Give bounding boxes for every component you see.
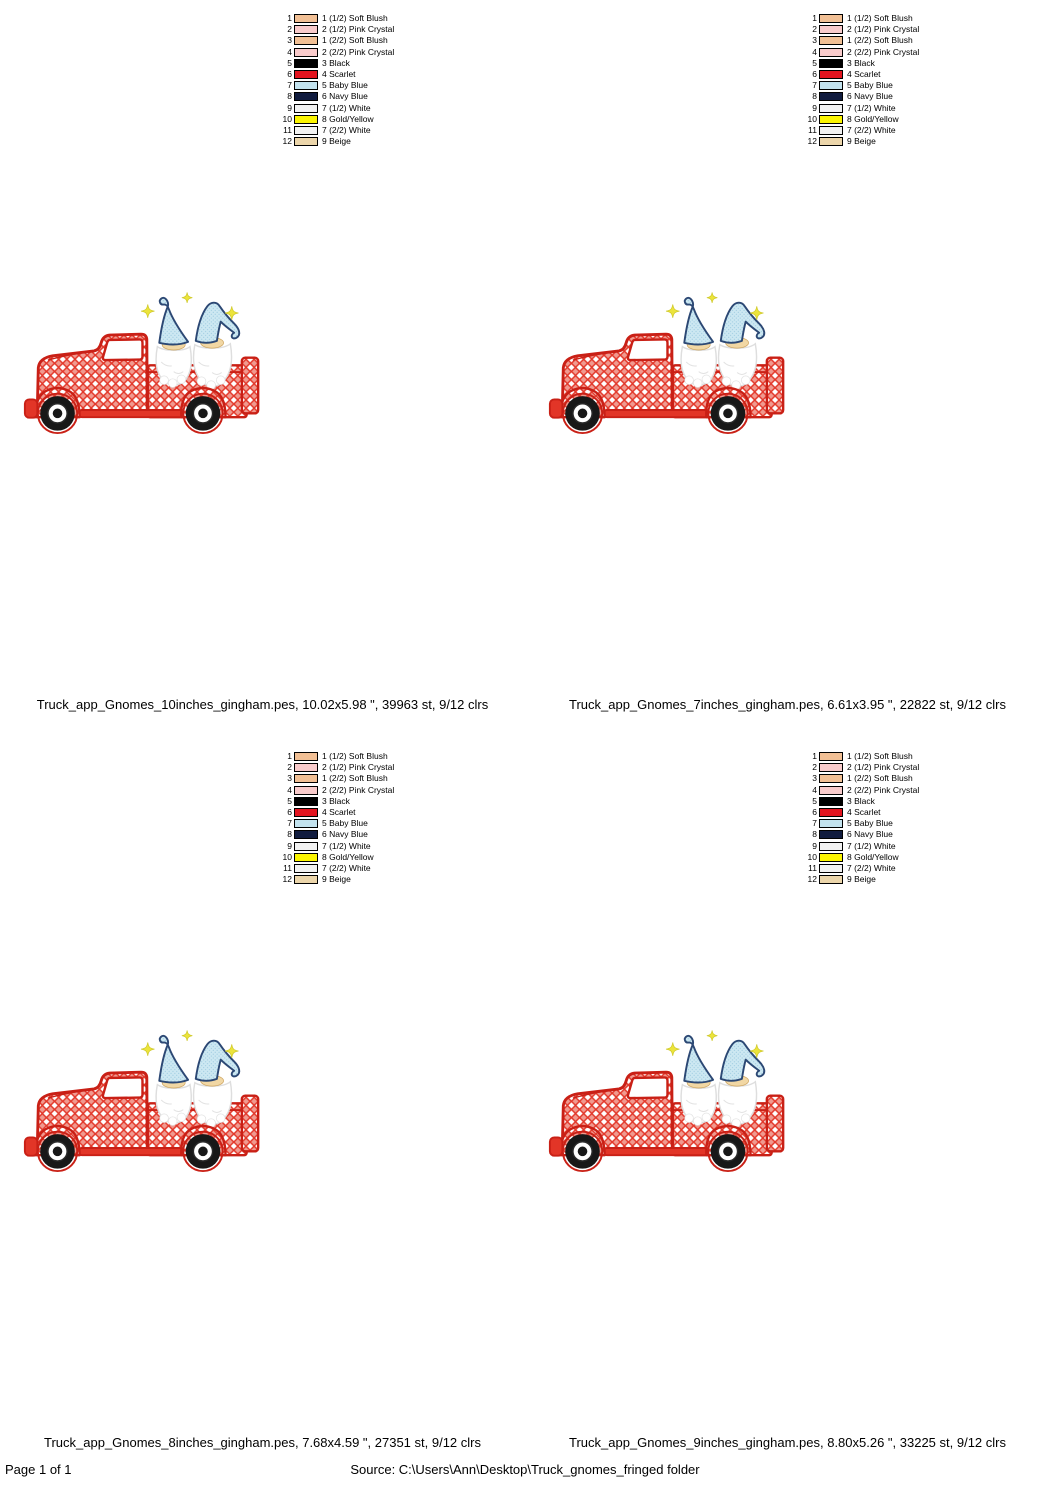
legend-stop-number: 3: [287, 35, 292, 46]
thread-color-label: 1 (1/2) Soft Blush: [322, 751, 388, 762]
thread-color-swatch: [819, 853, 843, 862]
thread-color-label: 2 (1/2) Pink Crystal: [322, 24, 395, 35]
front-wheel: [563, 394, 602, 433]
thread-color-swatch: [294, 763, 318, 772]
legend-stop-number: 10: [807, 113, 817, 124]
thread-color-swatch: [819, 864, 843, 873]
thread-color-label: 8 Gold/Yellow: [847, 851, 899, 862]
front-bumper: [550, 1137, 562, 1155]
thread-color-swatch: [819, 81, 843, 90]
thread-color-label: 2 (1/2) Pink Crystal: [847, 762, 920, 773]
legend-stop-number: 6: [287, 807, 292, 818]
legend-row: [278, 785, 394, 796]
thread-color-label: 8 Gold/Yellow: [322, 113, 374, 124]
running-board: [79, 1148, 184, 1155]
thread-color-label: 7 (2/2) White: [847, 862, 896, 873]
thread-color-swatch: [294, 48, 318, 57]
thread-color-label: 9 Beige: [847, 874, 876, 885]
legend-row: [278, 35, 394, 46]
thread-color-label: 1 (2/2) Soft Blush: [847, 35, 913, 46]
legend-stop-number: 11: [283, 862, 292, 873]
gnome-right-hat: [196, 303, 240, 343]
legend-row: [278, 818, 394, 829]
rear-wheel: [183, 1132, 222, 1171]
legend-row: [803, 841, 919, 852]
thread-color-label: 7 (1/2) White: [847, 840, 896, 851]
thread-color-label: 5 Baby Blue: [847, 818, 893, 829]
thread-color-swatch: [294, 797, 318, 806]
gnome-left-hat: [159, 1036, 188, 1083]
thread-color-label: 4 Scarlet: [847, 69, 881, 80]
legend-stop-number: 1: [812, 751, 817, 762]
legend-stop-number: 2: [287, 24, 292, 35]
thread-color-swatch: [294, 842, 318, 851]
thread-color-legend: [278, 13, 394, 147]
thread-color-label: 2 (2/2) Pink Crystal: [322, 46, 395, 57]
legend-stop-number: 11: [808, 862, 817, 873]
legend-row: [278, 773, 394, 784]
legend-stop-number: 11: [283, 124, 292, 135]
legend-stop-number: 8: [287, 829, 292, 840]
legend-stop-number: 9: [812, 840, 817, 851]
design-caption: Truck_app_Gnomes_10inches_gingham.pes, 10.02x5.98 ", 39963 st, 9/12 clrs: [36, 697, 489, 712]
legend-row: [278, 80, 394, 91]
legend-row: [803, 24, 919, 35]
legend-stop-number: 12: [807, 874, 817, 885]
thread-color-swatch: [819, 48, 843, 57]
thread-color-legend: [803, 751, 919, 885]
thread-color-swatch: [294, 774, 318, 783]
legend-row: [278, 807, 394, 818]
design-caption: Truck_app_Gnomes_8inches_gingham.pes, 7.68x4.59 ", 27351 st, 9/12 clrs: [43, 1435, 481, 1450]
legend-stop-number: 4: [812, 46, 817, 57]
thread-color-label: 4 Scarlet: [322, 807, 356, 818]
legend-stop-number: 3: [812, 35, 817, 46]
gnome-left-hat: [684, 1036, 713, 1083]
truck-gnomes-embroidery-artwork: [547, 290, 787, 434]
legend-row: [803, 773, 919, 784]
legend-stop-number: 6: [812, 807, 817, 818]
gnome-left: [156, 1036, 191, 1126]
truck-tailgate: [767, 358, 783, 414]
thread-color-swatch: [819, 752, 843, 761]
cab-window: [103, 339, 143, 360]
thread-color-legend: [278, 751, 394, 885]
thread-color-legend: [803, 13, 919, 147]
thread-color-swatch: [819, 25, 843, 34]
thread-color-swatch: [294, 92, 318, 101]
thread-color-swatch: [819, 842, 843, 851]
thread-color-swatch: [819, 808, 843, 817]
front-wheel: [38, 1132, 77, 1171]
legend-stop-number: 12: [282, 136, 292, 147]
thread-color-label: 9 Beige: [847, 136, 876, 147]
thread-color-swatch: [819, 137, 843, 146]
design-caption: Truck_app_Gnomes_9inches_gingham.pes, 8.80x5.26 ", 33225 st, 9/12 clrs: [568, 1435, 1006, 1450]
design-preview: [547, 1028, 787, 1172]
thread-color-label: 7 (2/2) White: [322, 862, 371, 873]
design-cell-10inches: [0, 0, 525, 724]
legend-row: [278, 13, 394, 24]
legend-row: [803, 114, 919, 125]
legend-stop-number: 8: [287, 91, 292, 102]
thread-color-swatch: [819, 115, 843, 124]
legend-row: [278, 47, 394, 58]
thread-color-label: 5 Baby Blue: [322, 80, 368, 91]
thread-color-swatch: [819, 104, 843, 113]
thread-color-label: 8 Gold/Yellow: [322, 851, 374, 862]
thread-color-label: 5 Baby Blue: [322, 818, 368, 829]
legend-row: [803, 125, 919, 136]
truck-gnomes-embroidery-artwork: [22, 1028, 262, 1172]
thread-color-swatch: [294, 830, 318, 839]
legend-row: [803, 35, 919, 46]
legend-row: [803, 69, 919, 80]
thread-color-label: 3 Black: [322, 795, 350, 806]
thread-color-swatch: [294, 853, 318, 862]
design-cell-9inches: [525, 738, 1050, 1462]
running-board: [604, 410, 709, 417]
legend-row: [278, 751, 394, 762]
thread-color-swatch: [294, 819, 318, 828]
thread-color-swatch: [294, 59, 318, 68]
front-bumper: [25, 1137, 37, 1155]
thread-color-label: 8 Gold/Yellow: [847, 113, 899, 124]
gnome-left-hat: [159, 298, 188, 345]
design-preview: [22, 1028, 262, 1172]
legend-stop-number: 1: [287, 751, 292, 762]
legend-row: [803, 751, 919, 762]
legend-stop-number: 3: [812, 773, 817, 784]
gnome-left: [681, 298, 716, 388]
legend-row: [278, 24, 394, 35]
thread-color-swatch: [294, 115, 318, 124]
thread-color-swatch: [819, 92, 843, 101]
thread-color-swatch: [294, 14, 318, 23]
front-wheel: [38, 394, 77, 433]
cab-window: [628, 339, 668, 360]
legend-row: [803, 58, 919, 69]
thread-color-label: 7 (1/2) White: [847, 102, 896, 113]
legend-stop-number: 9: [287, 840, 292, 851]
source-path: Source: C:\Users\Ann\Desktop\Truck_gnomes_fringed folder: [350, 1462, 700, 1477]
legend-stop-number: 2: [287, 762, 292, 773]
legend-stop-number: 10: [282, 851, 292, 862]
cab-window: [103, 1077, 143, 1098]
legend-row: [278, 863, 394, 874]
thread-color-label: 1 (1/2) Soft Blush: [847, 751, 913, 762]
legend-row: [803, 47, 919, 58]
truck-tailgate: [242, 1096, 258, 1152]
gnome-right-hat: [721, 303, 765, 343]
legend-row: [803, 874, 919, 885]
legend-row: [803, 818, 919, 829]
thread-color-swatch: [819, 830, 843, 839]
design-cell-8inches: [0, 738, 525, 1462]
legend-row: [278, 103, 394, 114]
legend-stop-number: 9: [287, 102, 292, 113]
design-preview: [547, 290, 787, 434]
thread-color-swatch: [294, 875, 318, 884]
gnome-right-hat: [196, 1041, 240, 1081]
thread-color-label: 6 Navy Blue: [847, 91, 893, 102]
thread-color-label: 6 Navy Blue: [322, 91, 368, 102]
thread-color-label: 2 (2/2) Pink Crystal: [847, 46, 920, 57]
thread-color-swatch: [294, 137, 318, 146]
thread-color-swatch: [294, 25, 318, 34]
thread-color-swatch: [819, 59, 843, 68]
truck-tailgate: [242, 358, 258, 414]
rear-wheel: [183, 394, 222, 433]
legend-stop-number: 6: [287, 69, 292, 80]
legend-stop-number: 1: [287, 13, 292, 24]
legend-stop-number: 4: [287, 46, 292, 57]
thread-color-label: 1 (1/2) Soft Blush: [322, 13, 388, 24]
legend-stop-number: 1: [812, 13, 817, 24]
legend-stop-number: 4: [287, 784, 292, 795]
legend-stop-number: 8: [812, 829, 817, 840]
legend-stop-number: 12: [282, 874, 292, 885]
legend-row: [803, 785, 919, 796]
legend-row: [803, 762, 919, 773]
legend-row: [278, 114, 394, 125]
legend-stop-number: 12: [807, 136, 817, 147]
legend-row: [278, 125, 394, 136]
design-preview: [22, 290, 262, 434]
legend-stop-number: 2: [812, 762, 817, 773]
legend-stop-number: 6: [812, 69, 817, 80]
legend-row: [278, 91, 394, 102]
legend-row: [803, 852, 919, 863]
thread-color-swatch: [294, 126, 318, 135]
thread-color-label: 6 Navy Blue: [322, 829, 368, 840]
legend-stop-number: 7: [812, 80, 817, 91]
thread-color-swatch: [294, 70, 318, 79]
design-caption: Truck_app_Gnomes_7inches_gingham.pes, 6.61x3.95 ", 22822 st, 9/12 clrs: [568, 697, 1006, 712]
rear-wheel: [708, 1132, 747, 1171]
thread-color-label: 1 (2/2) Soft Blush: [322, 773, 388, 784]
legend-row: [803, 13, 919, 24]
thread-color-label: 7 (1/2) White: [322, 840, 371, 851]
legend-row: [278, 841, 394, 852]
legend-stop-number: 4: [812, 784, 817, 795]
legend-row: [278, 69, 394, 80]
thread-color-label: 1 (1/2) Soft Blush: [847, 13, 913, 24]
thread-color-swatch: [294, 36, 318, 45]
legend-stop-number: 8: [812, 91, 817, 102]
thread-color-swatch: [294, 104, 318, 113]
thread-color-swatch: [294, 808, 318, 817]
thread-color-label: 3 Black: [847, 57, 875, 68]
front-bumper: [550, 399, 562, 417]
legend-row: [803, 796, 919, 807]
legend-stop-number: 7: [287, 818, 292, 829]
legend-stop-number: 3: [287, 773, 292, 784]
legend-stop-number: 7: [287, 80, 292, 91]
legend-stop-number: 10: [807, 851, 817, 862]
legend-row: [803, 829, 919, 840]
thread-color-swatch: [819, 819, 843, 828]
running-board: [604, 1148, 709, 1155]
thread-color-swatch: [819, 763, 843, 772]
thread-color-swatch: [294, 752, 318, 761]
legend-row: [803, 80, 919, 91]
legend-stop-number: 10: [282, 113, 292, 124]
thread-color-label: 9 Beige: [322, 874, 351, 885]
thread-color-label: 9 Beige: [322, 136, 351, 147]
thread-color-label: 2 (1/2) Pink Crystal: [847, 24, 920, 35]
legend-row: [278, 136, 394, 147]
legend-stop-number: 11: [808, 124, 817, 135]
thread-color-label: 2 (2/2) Pink Crystal: [322, 784, 395, 795]
legend-stop-number: 5: [287, 795, 292, 806]
thread-color-swatch: [819, 126, 843, 135]
rear-wheel: [708, 394, 747, 433]
gnome-left-hat: [684, 298, 713, 345]
truck-gnomes-embroidery-artwork: [22, 290, 262, 434]
thread-color-swatch: [819, 774, 843, 783]
thread-color-label: 7 (2/2) White: [847, 124, 896, 135]
gnome-right-hat: [721, 1041, 765, 1081]
cab-window: [628, 1077, 668, 1098]
legend-row: [278, 796, 394, 807]
thread-color-swatch: [294, 81, 318, 90]
thread-color-label: 7 (1/2) White: [322, 102, 371, 113]
legend-stop-number: 5: [812, 795, 817, 806]
thread-color-label: 3 Black: [322, 57, 350, 68]
thread-color-swatch: [294, 786, 318, 795]
legend-row: [803, 136, 919, 147]
thread-color-swatch: [819, 36, 843, 45]
running-board: [79, 410, 184, 417]
legend-stop-number: 5: [287, 57, 292, 68]
thread-color-label: 5 Baby Blue: [847, 80, 893, 91]
legend-row: [803, 91, 919, 102]
front-bumper: [25, 399, 37, 417]
thread-color-label: 4 Scarlet: [322, 69, 356, 80]
thread-color-label: 1 (2/2) Soft Blush: [322, 35, 388, 46]
legend-stop-number: 5: [812, 57, 817, 68]
thread-color-swatch: [819, 14, 843, 23]
legend-stop-number: 9: [812, 102, 817, 113]
thread-color-label: 2 (1/2) Pink Crystal: [322, 762, 395, 773]
legend-row: [278, 58, 394, 69]
legend-stop-number: 7: [812, 818, 817, 829]
legend-row: [278, 874, 394, 885]
truck-tailgate: [767, 1096, 783, 1152]
thread-color-swatch: [819, 70, 843, 79]
legend-row: [803, 807, 919, 818]
thread-color-swatch: [819, 786, 843, 795]
thread-color-label: 3 Black: [847, 795, 875, 806]
thread-color-swatch: [819, 797, 843, 806]
legend-stop-number: 2: [812, 24, 817, 35]
thread-color-label: 1 (2/2) Soft Blush: [847, 773, 913, 784]
thread-color-label: 4 Scarlet: [847, 807, 881, 818]
legend-row: [803, 103, 919, 114]
legend-row: [803, 863, 919, 874]
truck-gnomes-embroidery-artwork: [547, 1028, 787, 1172]
thread-color-label: 7 (2/2) White: [322, 124, 371, 135]
gnome-left: [156, 298, 191, 388]
legend-row: [278, 762, 394, 773]
legend-row: [278, 829, 394, 840]
page-number: Page 1 of 1: [5, 1462, 72, 1477]
thread-color-swatch: [819, 875, 843, 884]
front-wheel: [563, 1132, 602, 1171]
thread-color-label: 6 Navy Blue: [847, 829, 893, 840]
legend-row: [278, 852, 394, 863]
design-cell-7inches: [525, 0, 1050, 724]
thread-color-swatch: [294, 864, 318, 873]
thread-color-label: 2 (2/2) Pink Crystal: [847, 784, 920, 795]
gnome-left: [681, 1036, 716, 1126]
